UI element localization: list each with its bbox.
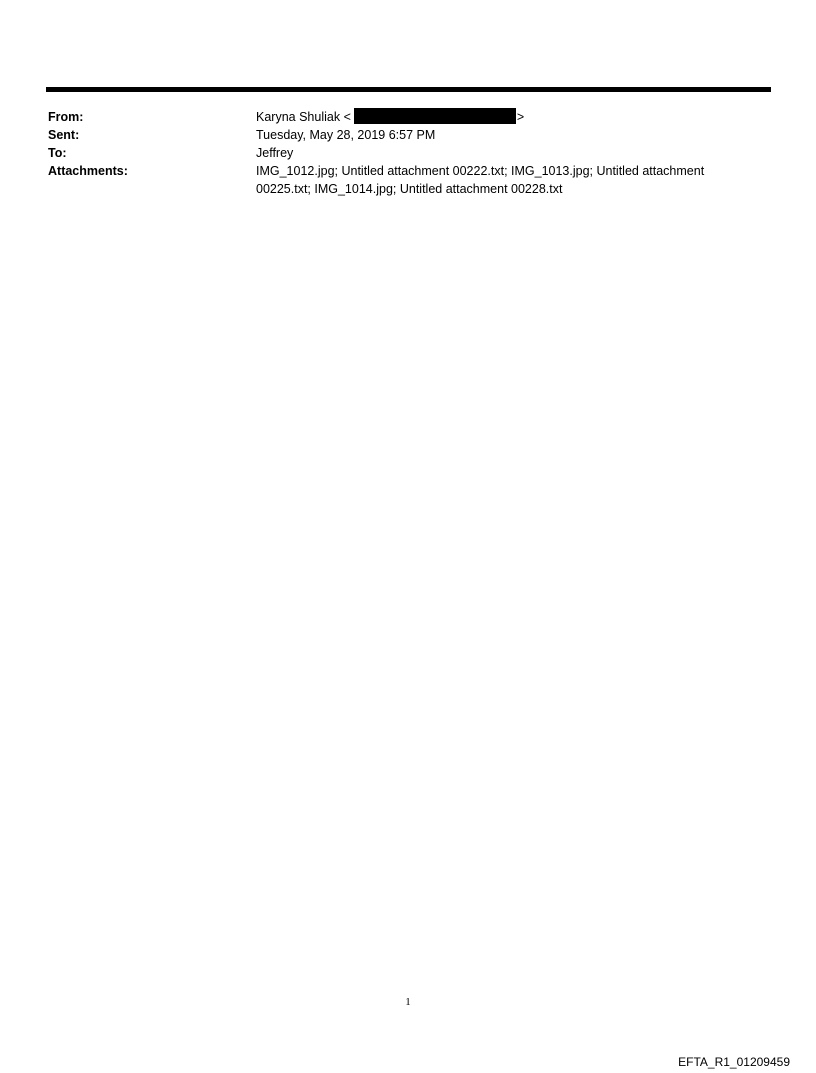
to-value: Jeffrey [256, 146, 294, 160]
attachments-value: IMG_1012.jpg; Untitled attachment 00222.txt; IMG_1013.jpg; Untitled attachment 00225.txt; IMG_1014.jpg; Untitled attachment 00228.txt [256, 164, 705, 196]
page-number: 1 [405, 996, 411, 1008]
from-value [256, 108, 748, 126]
attachments-row [48, 162, 748, 198]
sent-label: Sent: [48, 128, 80, 142]
sent-row [48, 126, 748, 144]
from-row [48, 108, 748, 126]
sender-name: Karyna Shuliak [256, 110, 341, 124]
from-label: From: [48, 110, 84, 124]
email-open-bracket: < [343, 110, 351, 124]
header-divider [46, 87, 771, 92]
sent-value: Tuesday, May 28, 2019 6:57 PM [256, 128, 436, 142]
to-row [48, 144, 748, 162]
to-label: To: [48, 146, 67, 160]
document-id: EFTA_R1_01209459 [678, 1055, 790, 1069]
email-close-bracket: > [516, 110, 525, 124]
redaction-block [354, 108, 516, 124]
attachments-label: Attachments: [48, 164, 128, 178]
email-header [48, 108, 748, 198]
